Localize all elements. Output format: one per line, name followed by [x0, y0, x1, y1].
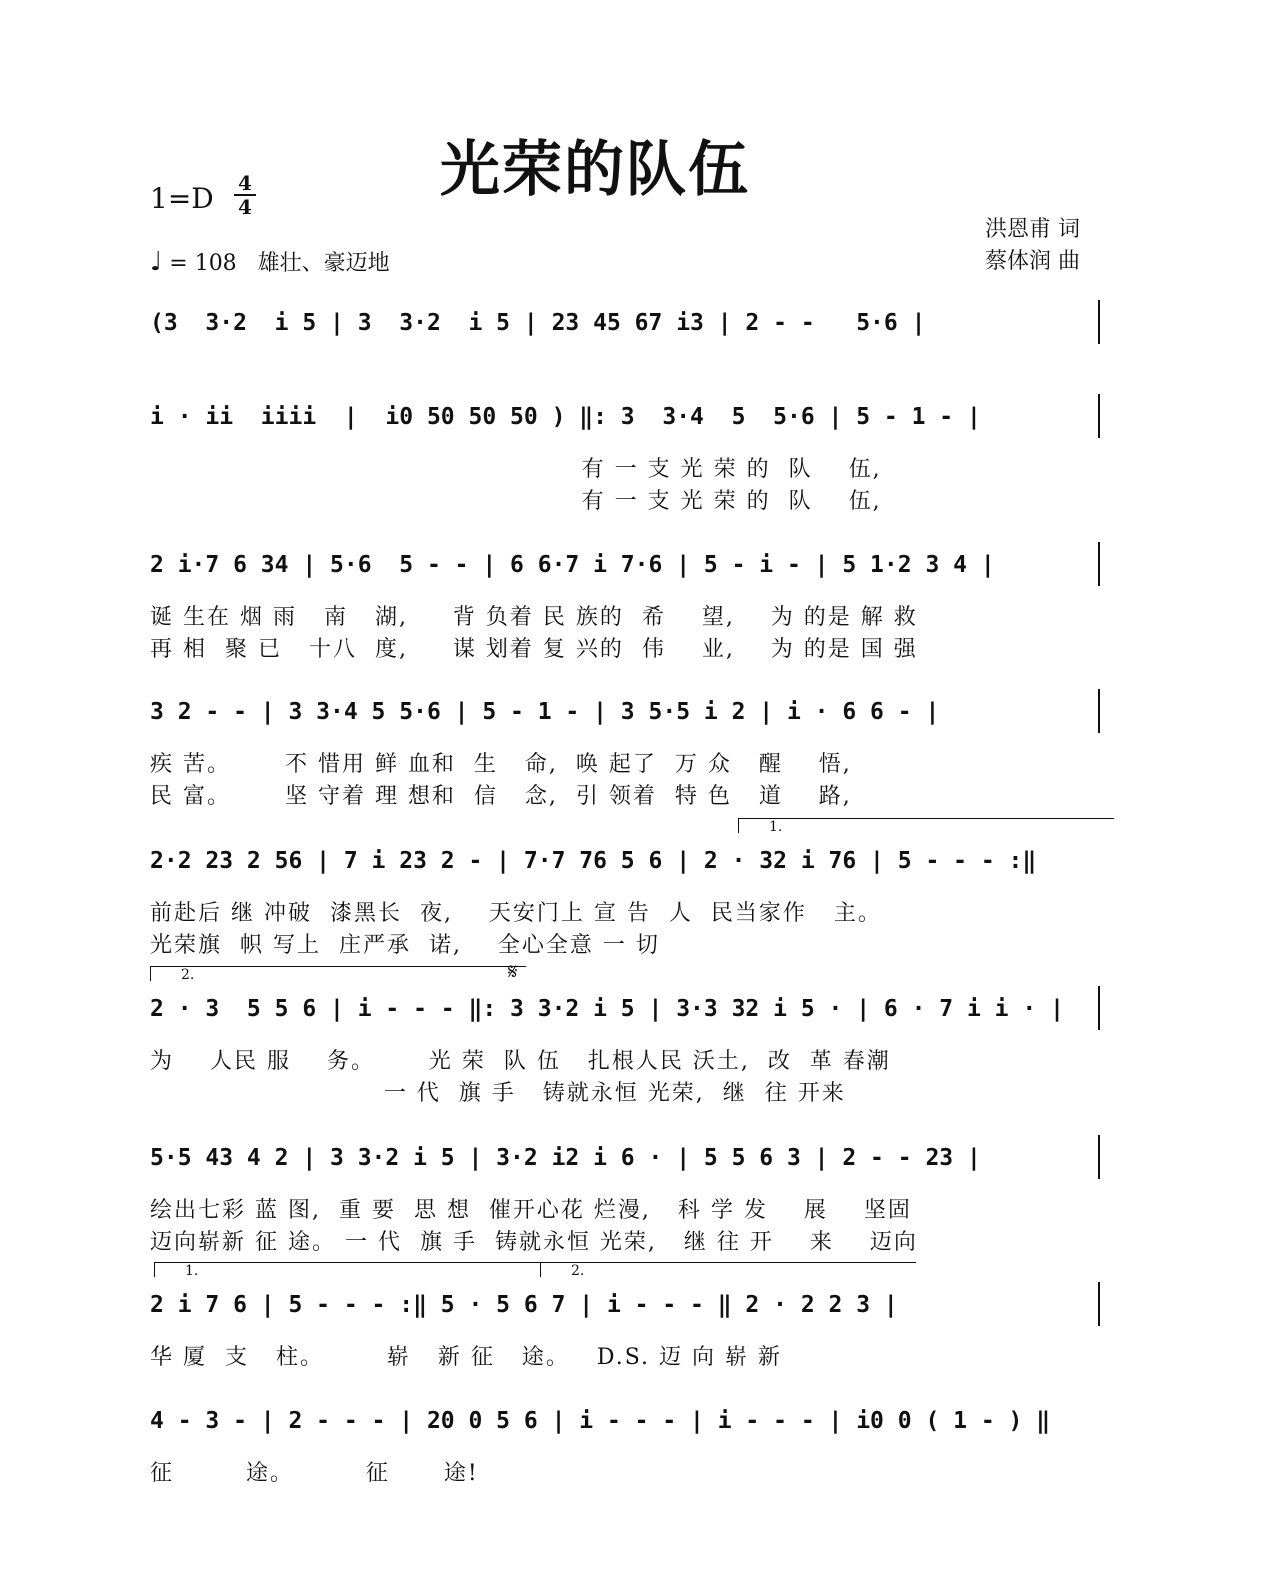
key-signature: 1=D: [150, 182, 214, 215]
lyrics-verse-2: 光荣旗 帜 写上 庄严承 诺, 全心全意 一 切: [150, 933, 660, 958]
barline: [1098, 1282, 1100, 1326]
second-ending-bracket: 2.: [150, 966, 526, 981]
barline: [1098, 689, 1100, 733]
lyrics-verse-1: 征 途。 征 途!: [150, 1461, 479, 1486]
first-ending-bracket: 1.: [154, 1262, 550, 1277]
barline: [1098, 542, 1100, 586]
segno-icon: 𝄋: [508, 960, 518, 985]
notation-line: 2 i 7 6 | 5 - - - :‖ 5 · 5 6 7 | i - - - ‖ 2 · 2 2 3 |: [150, 1292, 898, 1318]
lyrics-verse-1: 华 厦 支 柱。 崭 新 征 途。 D.S. 迈 向 崭 新: [150, 1345, 782, 1370]
lyrics-verse-1: 为 人民 服 务。 光 荣 队 伍 扎根人民 沃土, 改 革 春潮: [150, 1049, 891, 1074]
tempo-marking: [150, 246, 390, 277]
notation-line: 5·5 43 4 2 | 3 3·2 i 5 | 3·2 i2 i 6 · | 5 5 6 3 | 2 - - 23 |: [150, 1145, 981, 1171]
lyrics-verse-1: 疾 苦。 不 惜用 鲜 血和 生 命, 唤 起了 万 众 醒 悟,: [150, 752, 852, 777]
lyricist-credit: 洪恩甫 词: [985, 217, 1080, 242]
notation-line: (3 3·2 i 5 | 3 3·2 i 5 | 23 45 67 i3 | 2 - - 5·6 |: [150, 310, 926, 336]
meter-bottom: 4: [238, 195, 252, 219]
lyrics-verse-1: 前赴后 继 冲破 漆黑长 夜, 天安门上 宣 告 人 民当家作 主。: [150, 901, 882, 926]
quarter-note-icon: ♩: [150, 247, 163, 277]
lyrics-verse-1: 有 一 支 光 荣 的 队 伍,: [150, 457, 882, 482]
notation-line: 2 · 3 5 5 6 | i - - - ‖: 3 3·2 i 5 | 3·3 32 i 5 · | 6 · 7 i i · |: [150, 996, 1064, 1022]
expression-text: 雄壮、豪迈地: [257, 251, 390, 276]
lyrics-verse-1: 诞 生在 烟 雨 南 湖, 背 负着 民 族的 希 望, 为 的是 解 救: [150, 605, 918, 630]
lyrics-verse-2: 再 相 聚 已 十八 度, 谋 划着 复 兴的 伟 业, 为 的是 国 强: [150, 637, 918, 662]
barline: [1098, 986, 1100, 1030]
lyrics-verse-2: 民 富。 坚 守着 理 想和 信 念, 引 领着 特 色 道 路,: [150, 784, 852, 809]
lyrics-verse-1: 绘出七彩 蓝 图, 重 要 思 想 催开心花 烂漫, 科 学 发 展 坚固: [150, 1198, 912, 1223]
notation-line: 3 2 - - | 3 3·4 5 5·6 | 5 - 1 - | 3 5·5 i 2 | i · 6 6 - |: [150, 699, 940, 725]
notation-line: 4 - 3 - | 2 - - - | 20 0 5 6 | i - - - | i - - - | i0 0 ( 1 - ) ‖: [150, 1408, 1051, 1434]
notation-line: 2·2 23 2 56 | 7 i 23 2 - | 7·7 76 5 6 | 2 · 32 i 76 | 5 - - - :‖: [150, 848, 1037, 874]
second-ending-bracket: 2.: [540, 1262, 916, 1277]
notation-line: 2 i·7 6 34 | 5·6 5 - - | 6 6·7 i 7·6 | 5 - i - | 5 1·2 3 4 |: [150, 552, 995, 578]
time-signature: [232, 172, 258, 218]
composer-credit: 蔡体润 曲: [985, 249, 1080, 274]
notation-line: i · ii iiii | i0 50 50 50 ) ‖: 3 3·4 5 5·6 | 5 - 1 - |: [150, 404, 981, 430]
first-ending-bracket: 1.: [738, 818, 1114, 833]
barline: [1098, 394, 1100, 438]
lyrics-verse-2: 一 代 旗 手 铸就永恒 光荣, 继 往 开来: [150, 1081, 846, 1106]
barline: [1098, 1135, 1100, 1179]
meter-top: 4: [238, 171, 252, 195]
lyrics-verse-2: 有 一 支 光 荣 的 队 伍,: [150, 489, 882, 514]
lyrics-verse-2: 迈向崭新 征 途。 一 代 旗 手 铸就永恒 光荣, 继 往 开 来 迈向: [150, 1230, 918, 1255]
page-title: 光荣的队伍: [440, 135, 750, 205]
tempo-value: = 108: [169, 251, 237, 276]
barline: [1098, 300, 1100, 344]
